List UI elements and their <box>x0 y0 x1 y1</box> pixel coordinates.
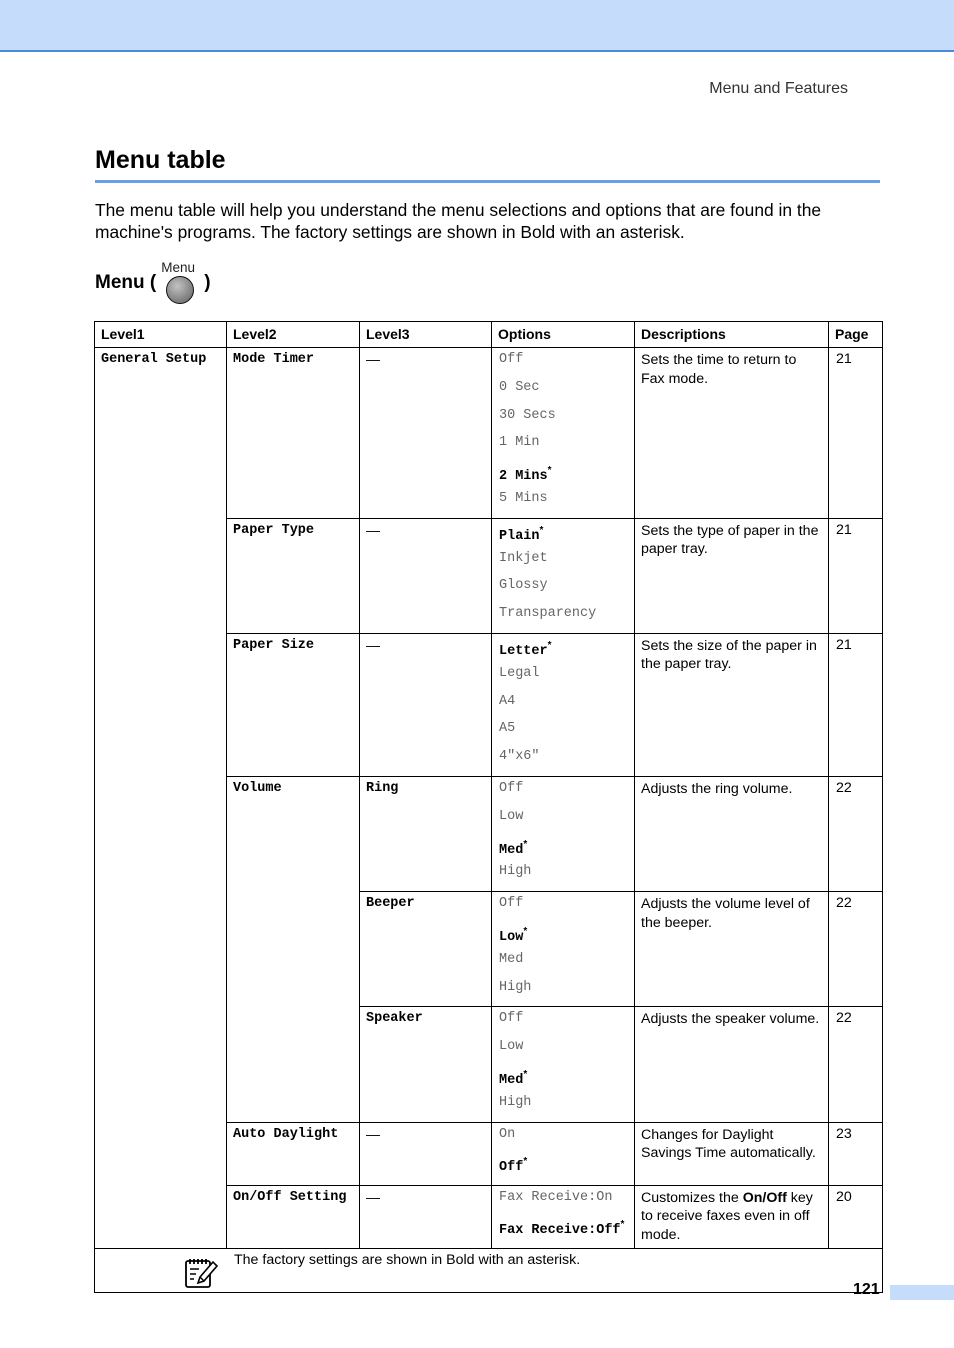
level1-cell: General Setup <box>95 348 227 1249</box>
option <box>499 577 627 605</box>
note-text: The factory settings are shown in Bold with an asterisk. <box>234 1251 581 1268</box>
description-key-name: On/Off <box>742 1189 787 1206</box>
option-label: A5 <box>499 721 516 737</box>
level3-cell: — <box>360 518 492 633</box>
description-cell <box>635 1185 829 1248</box>
page-cell: 20 <box>829 1185 883 1248</box>
option-label: Off <box>499 780 524 796</box>
option <box>499 979 627 1007</box>
page-cell: 22 <box>829 776 883 891</box>
option <box>499 863 627 891</box>
page-cell: 21 <box>829 518 883 633</box>
level3-cell: Speaker <box>360 1007 492 1122</box>
option-label: Off <box>499 896 524 912</box>
level2-cell: On/Off Setting <box>227 1185 360 1248</box>
option-label: Off <box>499 1011 524 1027</box>
option-label: High <box>499 1094 532 1110</box>
level3-cell: — <box>360 1122 492 1185</box>
option-label: Transparency <box>499 606 597 622</box>
description-cell: Sets the type of paper in the paper tray. <box>635 518 829 633</box>
option-label: Legal <box>499 665 540 681</box>
column-header-options: Options <box>492 322 635 348</box>
menu-key-label: Menu <box>161 260 195 275</box>
description-cell: Sets the size of the paper in the paper tray. <box>635 633 829 776</box>
option-label: 0 Sec <box>499 379 540 395</box>
option-label: On <box>499 1126 516 1142</box>
options-cell <box>492 776 635 891</box>
running-header: Menu and Features <box>709 80 848 97</box>
level2-cell: Paper Type <box>227 518 360 633</box>
default-asterisk: * <box>539 524 544 536</box>
option <box>499 1038 627 1066</box>
level2-cell: Paper Size <box>227 633 360 776</box>
default-asterisk: * <box>523 838 528 850</box>
option-label: Off <box>499 1160 524 1176</box>
level2-cell: Mode Timer <box>227 348 360 519</box>
option <box>499 951 627 979</box>
description-text-pre: Customizes the <box>641 1189 743 1206</box>
default-asterisk: * <box>547 639 552 651</box>
page-title: Menu table <box>95 146 226 174</box>
menu-table <box>94 321 883 1293</box>
option-label: Med <box>499 951 524 967</box>
level3-cell: — <box>360 633 492 776</box>
page-cell: 23 <box>829 1122 883 1185</box>
level3-cell: — <box>360 1185 492 1248</box>
option <box>499 490 627 518</box>
option <box>499 407 627 435</box>
description-cell: Adjusts the ring volume. <box>635 776 829 891</box>
option-label: Glossy <box>499 578 548 594</box>
column-header-level3: Level3 <box>360 322 492 348</box>
default-asterisk: * <box>523 1156 528 1168</box>
option-label: Inkjet <box>499 550 548 566</box>
option <box>499 605 627 633</box>
option-default <box>499 462 627 490</box>
option-label: 2 Mins <box>499 469 548 485</box>
option-label: Plain <box>499 528 540 544</box>
menu-button-icon <box>166 276 194 304</box>
option <box>499 379 627 407</box>
default-asterisk: * <box>620 1219 625 1231</box>
option <box>499 665 627 693</box>
menu-heading-close: ) <box>204 272 211 293</box>
option-label: Med <box>499 1072 524 1088</box>
option-label: Low <box>499 929 524 945</box>
option-label: Low <box>499 1039 524 1055</box>
option-label: Med <box>499 842 524 858</box>
option-default <box>499 923 627 951</box>
intro-paragraph: The menu table will help you understand the menu selections and options that are found in the machine's programs. The factory settings are shown in Bold with an asterisk. <box>95 200 822 242</box>
option <box>499 780 627 808</box>
option <box>499 550 627 578</box>
options-cell <box>492 1185 635 1248</box>
option <box>499 1010 627 1038</box>
option-default <box>499 637 627 665</box>
description-text-post: key to receive faxes even in off mode. <box>641 1189 813 1243</box>
page-number: 121 <box>853 1281 880 1298</box>
option-default <box>499 1153 627 1181</box>
option-default <box>499 1216 627 1244</box>
option-label: High <box>499 864 532 880</box>
option-default <box>499 1066 627 1094</box>
menu-heading <box>95 260 211 306</box>
option-label: 5 Mins <box>499 490 548 506</box>
option-default <box>499 836 627 864</box>
option <box>499 720 627 748</box>
options-cell <box>492 1007 635 1122</box>
option-label: Off <box>499 352 524 367</box>
level2-cell: Volume <box>227 776 360 1122</box>
table-row <box>95 348 883 519</box>
option <box>499 434 627 462</box>
description-cell: Sets the time to return to Fax mode. <box>635 348 829 519</box>
option <box>499 1094 627 1122</box>
page-cell: 21 <box>829 348 883 519</box>
menu-key-icon <box>157 260 203 306</box>
option <box>499 1126 627 1154</box>
title-rule <box>95 180 880 183</box>
option <box>499 808 627 836</box>
option <box>499 693 627 721</box>
options-cell <box>492 518 635 633</box>
options-cell <box>492 633 635 776</box>
option <box>499 351 627 379</box>
column-header-descriptions: Descriptions <box>635 322 829 348</box>
note-row <box>95 1248 883 1292</box>
description-cell: Changes for Daylight Savings Time automatically. <box>635 1122 829 1185</box>
option-label: Letter <box>499 643 548 659</box>
option <box>499 895 627 923</box>
level2-cell: Auto Daylight <box>227 1122 360 1185</box>
option-label: Fax Receive:On <box>499 1189 613 1205</box>
option-label: 30 Secs <box>499 407 556 423</box>
level3-cell: Beeper <box>360 892 492 1007</box>
header-band <box>0 0 954 52</box>
menu-heading-label: Menu ( <box>95 272 157 293</box>
option <box>499 1189 627 1217</box>
options-cell <box>492 1122 635 1185</box>
page-cell: 22 <box>829 892 883 1007</box>
option-label: 4"x6" <box>499 749 540 765</box>
page-cell: 22 <box>829 1007 883 1122</box>
level3-cell: Ring <box>360 776 492 891</box>
description-cell: Adjusts the volume level of the beeper. <box>635 892 829 1007</box>
default-asterisk: * <box>523 925 528 937</box>
option <box>499 748 627 776</box>
option-label: Fax Receive:Off <box>499 1223 621 1239</box>
column-header-level2: Level2 <box>227 322 360 348</box>
page-cell: 21 <box>829 633 883 776</box>
note <box>95 1249 882 1292</box>
note-cell <box>95 1248 883 1292</box>
option-label: Low <box>499 808 524 824</box>
column-header-level1: Level1 <box>95 322 227 348</box>
default-asterisk: * <box>523 1068 528 1080</box>
option-label: A4 <box>499 693 516 709</box>
page-tab <box>890 1285 954 1300</box>
option-label: 1 Min <box>499 435 540 451</box>
option-label: High <box>499 979 532 995</box>
options-cell <box>492 348 635 519</box>
description-cell: Adjusts the speaker volume. <box>635 1007 829 1122</box>
note-pencil-icon <box>184 1255 218 1289</box>
options-cell <box>492 892 635 1007</box>
column-header-page: Page <box>829 322 883 348</box>
table-header-row <box>95 322 883 348</box>
option-default <box>499 522 627 550</box>
default-asterisk: * <box>547 465 552 477</box>
level3-cell: — <box>360 348 492 519</box>
